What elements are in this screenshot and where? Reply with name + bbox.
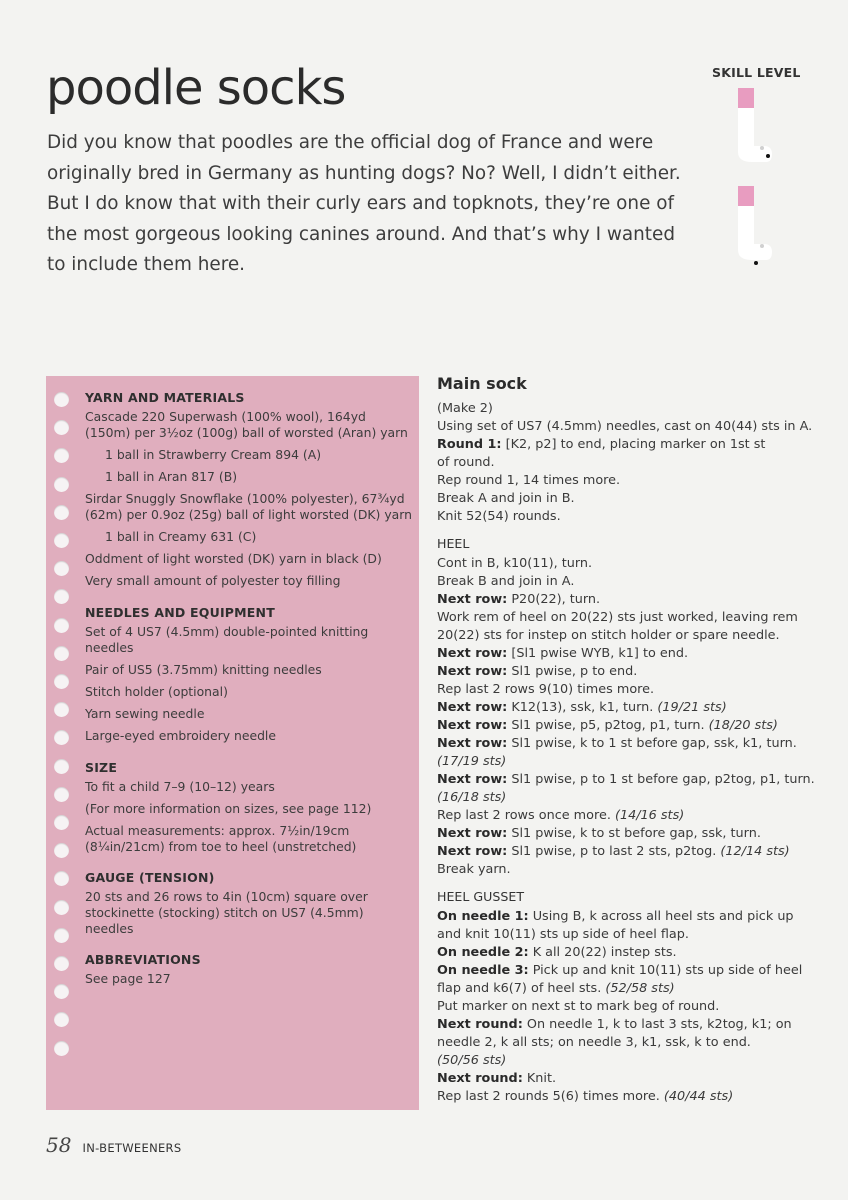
instruction-text: Knit 52(54) rounds. xyxy=(437,509,561,524)
binder-hole xyxy=(54,618,69,633)
instruction-text: On needle 1, k to last 3 sts, k2tog, k1; on xyxy=(522,1017,792,1032)
instruction-label: Next row: xyxy=(437,700,508,715)
skill-level-label: SKILL LEVEL xyxy=(712,65,801,80)
instruction-line xyxy=(437,454,827,472)
instruction-line xyxy=(437,645,827,663)
sock-icon xyxy=(726,184,774,268)
binder-hole xyxy=(54,420,69,435)
binder-hole xyxy=(54,1041,69,1056)
stitch-count: (52/58 sts) xyxy=(605,981,675,996)
sidebar-item: Set of 4 US7 (4.5mm) double-pointed knitting needles xyxy=(85,623,369,655)
instruction-text: P20(22), turn. xyxy=(507,592,601,607)
sidebar-item: Yarn sewing needle xyxy=(85,706,205,722)
instruction-line xyxy=(437,944,827,962)
page-title: poodle socks xyxy=(46,60,346,116)
instruction-line xyxy=(437,962,827,980)
instruction-label: On needle 1: xyxy=(437,909,529,924)
instruction-text: Using B, k across all heel sts and pick up xyxy=(528,909,794,924)
stitch-count: (18/20 sts) xyxy=(708,718,778,733)
sidebar-item: See page 127 xyxy=(85,971,171,987)
stitch-count: (14/16 sts) xyxy=(614,808,685,823)
instruction-line xyxy=(437,1034,827,1052)
binder-hole xyxy=(54,871,69,886)
sidebar-item: Large-eyed embroidery needle xyxy=(85,728,277,744)
instruction-text: of round. xyxy=(437,455,495,470)
binder-hole xyxy=(54,843,69,858)
instruction-subheading: HEEL xyxy=(437,536,470,551)
instruction-line xyxy=(437,753,827,771)
pattern-instructions xyxy=(437,374,827,1106)
sidebar-item: 1 ball in Creamy 631 (C) xyxy=(105,528,257,544)
binder-hole xyxy=(54,787,69,802)
instruction-label: Next row: xyxy=(437,664,508,679)
instruction-text: Rep last 2 rounds 5(6) times more. xyxy=(437,1089,664,1104)
sidebar-item: Oddment of light worsted (DK) yarn in black (D) xyxy=(85,551,382,567)
instruction-text: Rep last 2 rows once more. xyxy=(437,808,615,823)
intro-paragraph: Did you know that poodles are the official dog of France and were originally bred in Germany as hunting dogs? No? Well, I didn’t either. But I do know that with their curly ears and topknots, they’re one of the most gorgeous looking canines around. And that’s why I wanted to include them here. xyxy=(47,132,681,275)
instruction-line xyxy=(437,861,827,879)
sidebar-item: 20 sts and 26 rows to 4in (10cm) square over stockinette (stocking) stitch on US7 (4.5mm) needles xyxy=(85,889,368,936)
instruction-line xyxy=(437,627,827,645)
instruction-line xyxy=(437,699,827,717)
sidebar-item: Sirdar Snuggly Snowflake (100% polyester), 67¾yd (62m) per 0.9oz (25g) ball of light worsted (DK) yarn xyxy=(85,491,412,522)
sidebar-item: Cascade 220 Superwash (100% wool), 164yd (150m) per 3½oz (100g) ball of worsted (Aran) yarn xyxy=(85,409,408,440)
instruction-line xyxy=(437,735,827,753)
sidebar-item: 1 ball in Strawberry Cream 894 (A) xyxy=(105,446,322,462)
sidebar-item: 1 ball in Aran 817 (B) xyxy=(105,468,238,484)
binder-hole xyxy=(54,900,69,915)
binder-hole xyxy=(54,505,69,520)
instruction-line xyxy=(437,418,827,436)
instruction-text: Rep round 1, 14 times more. xyxy=(437,473,621,488)
instruction-line xyxy=(437,681,827,699)
instruction-text: Break B and join in A. xyxy=(437,574,575,589)
instruction-text: [Sl1 pwise WYB, k1] to end. xyxy=(507,646,689,661)
binder-hole xyxy=(54,392,69,407)
instruction-line xyxy=(437,789,827,807)
sidebar-section-heading: NEEDLES AND EQUIPMENT xyxy=(85,604,275,620)
sidebar-item: (For more information on sizes, see page 112) xyxy=(85,801,372,817)
stitch-count: (50/56 sts) xyxy=(437,1053,507,1068)
instruction-line xyxy=(437,825,827,843)
binder-hole xyxy=(54,984,69,999)
sidebar-item: Pair of US5 (3.75mm) knitting needles xyxy=(85,661,322,677)
instruction-text: [K2, p2] to end, placing marker on 1st st xyxy=(501,437,766,452)
instruction-text: and knit 10(11) sts up side of heel flap. xyxy=(437,927,689,942)
instruction-line xyxy=(437,807,827,825)
instruction-line xyxy=(437,573,827,591)
instruction-subheading: HEEL GUSSET xyxy=(437,889,525,904)
instruction-label: Round 1: xyxy=(437,437,502,452)
instruction-line xyxy=(437,1070,827,1088)
binder-hole xyxy=(54,730,69,745)
sock-icon xyxy=(726,86,774,170)
instruction-text: flap and k6(7) of heel sts. xyxy=(437,981,606,996)
section-label: IN-BETWEENERS xyxy=(82,1141,182,1155)
sidebar-section-heading: SIZE xyxy=(85,759,118,775)
binder-hole xyxy=(54,759,69,774)
instruction-line xyxy=(437,472,827,490)
instruction-label: On needle 3: xyxy=(437,963,529,978)
instruction-line xyxy=(437,843,827,861)
binder-hole xyxy=(54,589,69,604)
instruction-text: Break A and join in B. xyxy=(437,491,575,506)
instruction-line xyxy=(437,436,827,454)
binder-hole xyxy=(54,646,69,661)
instruction-line xyxy=(437,926,827,944)
instruction-text: (Make 2) xyxy=(437,401,493,416)
stitch-count: (16/18 sts) xyxy=(437,790,507,805)
binder-hole xyxy=(54,702,69,717)
instruction-text: Cont in B, k10(11), turn. xyxy=(437,556,593,571)
sidebar-section xyxy=(85,605,415,744)
sidebar-content xyxy=(85,390,415,1003)
instruction-text: Sl1 pwise, p5, p2tog, p1, turn. xyxy=(507,718,709,733)
instruction-label: Next row: xyxy=(437,844,508,859)
instruction-label: Next round: xyxy=(437,1071,523,1086)
instruction-label: On needle 2: xyxy=(437,945,529,960)
instruction-label: Next row: xyxy=(437,646,508,661)
main-sock-heading: Main sock xyxy=(437,374,527,393)
instruction-line xyxy=(437,663,827,681)
instruction-label: Next row: xyxy=(437,826,508,841)
instruction-text: Break yarn. xyxy=(437,862,511,877)
instruction-blocks xyxy=(437,400,827,1106)
instruction-text: Put marker on next st to mark beg of round. xyxy=(437,999,720,1014)
instruction-text: needle 2, k all sts; on needle 3, k1, ssk, k to end. xyxy=(437,1035,751,1050)
instruction-line xyxy=(437,1052,827,1070)
instruction-text: K12(13), ssk, k1, turn. xyxy=(507,700,658,715)
materials-sidebar xyxy=(46,376,419,1110)
instruction-line xyxy=(437,609,827,627)
instruction-text: Work rem of heel on 20(22) sts just worked, leaving rem xyxy=(437,610,798,625)
instruction-text: Sl1 pwise, k to st before gap, ssk, turn. xyxy=(507,826,761,841)
instruction-text: Sl1 pwise, p to end. xyxy=(507,664,638,679)
instruction-text: K all 20(22) instep sts. xyxy=(528,945,677,960)
instruction-text: Pick up and knit 10(11) sts up side of heel xyxy=(528,963,803,978)
instruction-text: Sl1 pwise, p to last 2 sts, p2tog. xyxy=(507,844,721,859)
instruction-line xyxy=(437,771,827,789)
page-number: 58 xyxy=(46,1133,72,1157)
instruction-text: Knit. xyxy=(522,1071,557,1086)
instruction-label: Next row: xyxy=(437,718,508,733)
sidebar-section-heading: ABBREVIATIONS xyxy=(85,952,201,968)
sidebar-item: Stitch holder (optional) xyxy=(85,683,228,699)
instruction-label: Next row: xyxy=(437,592,508,607)
instruction-line xyxy=(437,908,827,926)
instruction-label: Next round: xyxy=(437,1017,523,1032)
sidebar-section xyxy=(85,760,415,855)
stitch-count: (12/14 sts) xyxy=(720,844,790,859)
sidebar-section xyxy=(85,952,415,987)
sidebar-item: To fit a child 7–9 (10–12) years xyxy=(85,778,275,794)
stitch-count: (40/44 sts) xyxy=(663,1089,734,1104)
binder-hole xyxy=(54,928,69,943)
instruction-line xyxy=(437,1088,827,1106)
binder-hole xyxy=(54,477,69,492)
page-footer xyxy=(46,1133,181,1157)
instruction-text: 20(22) sts for instep on stitch holder or spare needle. xyxy=(437,628,780,643)
stitch-count: (19/21 sts) xyxy=(657,700,727,715)
instruction-line xyxy=(437,1016,827,1034)
instruction-label: Next row: xyxy=(437,736,508,751)
sidebar-item: Actual measurements: approx. 7½in/19cm (8¼in/21cm) from toe to heel (unstretched) xyxy=(85,823,357,854)
instruction-line xyxy=(437,717,827,735)
instruction-line xyxy=(437,400,827,418)
stitch-count: (17/19 sts) xyxy=(437,754,507,769)
sidebar-section-heading: YARN AND MATERIALS xyxy=(85,390,245,405)
instruction-line xyxy=(437,591,827,609)
instruction-text: Rep last 2 rows 9(10) times more. xyxy=(437,682,655,697)
sidebar-section xyxy=(85,870,415,936)
instruction-label: Next row: xyxy=(437,772,508,787)
instruction-line xyxy=(437,490,827,508)
binder-hole xyxy=(54,1012,69,1027)
binder-hole xyxy=(54,533,69,548)
sidebar-section-heading: GAUGE (TENSION) xyxy=(85,870,215,886)
sidebar-item: Very small amount of polyester toy filling xyxy=(85,573,341,589)
instruction-line xyxy=(437,980,827,998)
binder-hole xyxy=(54,448,69,463)
instruction-text: Using set of US7 (4.5mm) needles, cast on 40(44) sts in A. xyxy=(437,419,813,434)
instruction-text: Sl1 pwise, p to 1 st before gap, p2tog, p1, turn. xyxy=(507,772,815,787)
binder-hole xyxy=(54,956,69,971)
instruction-line xyxy=(437,508,827,526)
sidebar-section xyxy=(85,390,415,589)
instruction-line xyxy=(437,555,827,573)
binder-hole xyxy=(54,674,69,689)
binder-hole xyxy=(54,815,69,830)
binder-hole xyxy=(54,561,69,576)
instruction-line xyxy=(437,998,827,1016)
instruction-text: Sl1 pwise, k to 1 st before gap, ssk, k1, turn. xyxy=(507,736,797,751)
